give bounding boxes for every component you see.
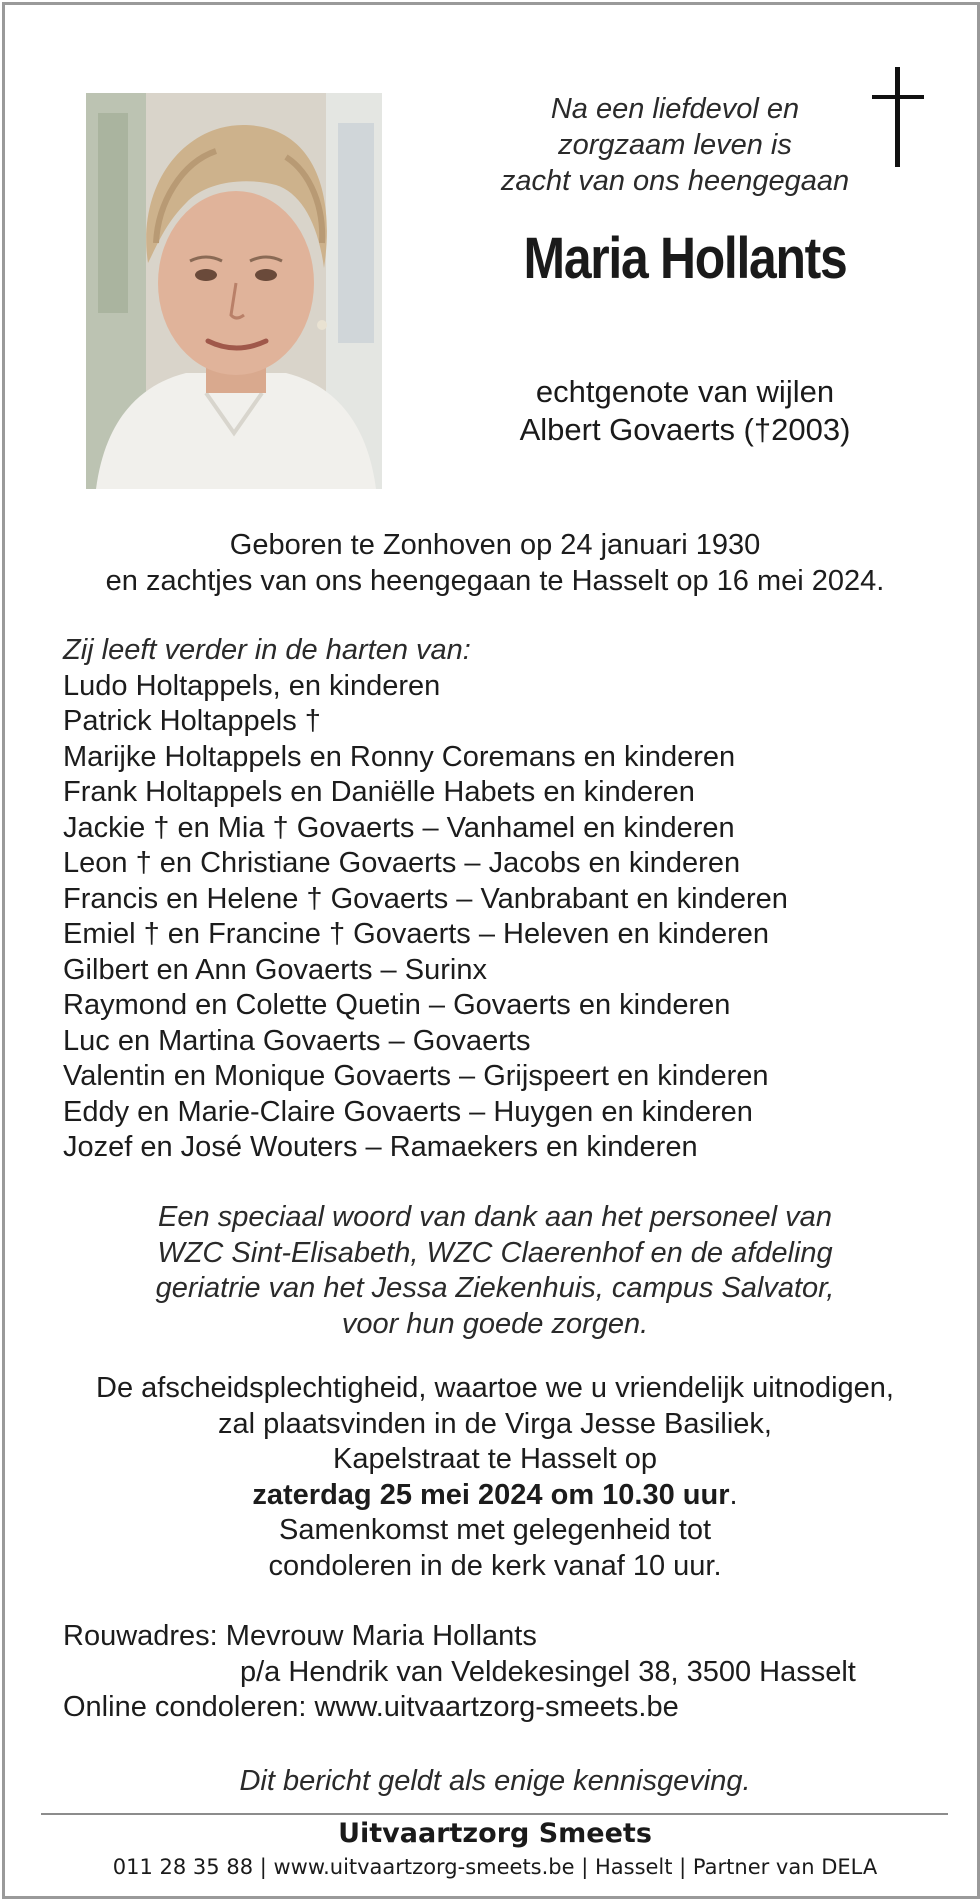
thanks-message (45, 1200, 945, 1342)
quote-line: zacht van ons heengegaan (500, 165, 850, 197)
spouse-line: echtgenote van wijlen (535, 374, 835, 409)
survivor-item: Marijke Holtappels en Ronny Coremans en kinderen (63, 740, 736, 773)
thanks-line: geriatrie van het Jessa Ziekenhuis, campus Salvator, (155, 1272, 835, 1304)
survivor-item: Leon † en Christiane Govaerts – Jacobs en kinderen (63, 847, 741, 879)
survivor-item: Jackie † en Mia † Govaerts – Vanhamel en kinderen (63, 811, 735, 844)
survivor-item: Valentin en Monique Govaerts – Grijspeert en kinderen (63, 1060, 769, 1092)
ceremony-line: Kapelstraat te Hasselt op (332, 1443, 657, 1475)
ceremony-date-suffix: . (729, 1478, 738, 1511)
birth-line: Geboren te Zonhoven op 24 januari 1930 (229, 529, 761, 561)
birth-death-info (35, 527, 955, 599)
thanks-line: Een speciaal woord van dank aan het personeel van (158, 1201, 832, 1233)
funeral-company-name: Uitvaartzorg Smeets (338, 1818, 652, 1849)
address-block (63, 1619, 943, 1726)
death-line: en zachtjes van ons heengegaan te Hasselt op 16 mei 2024. (105, 565, 885, 597)
survivor-item: Ludo Holtappels, en kinderen (63, 669, 441, 702)
survivors-list (63, 633, 943, 1166)
notice-text: Dit bericht geldt als enige kennisgeving. (239, 1765, 751, 1797)
spouse-info (435, 373, 935, 449)
thanks-line: WZC Sint-Elisabeth, WZC Claerenhof en de afdeling (157, 1236, 833, 1269)
ceremony-line: zal plaatsvinden in de Virga Jesse Basiliek, (217, 1407, 772, 1440)
survivor-item: Raymond en Colette Quetin – Govaerts en kinderen (63, 989, 731, 1021)
ceremony-line: Samenkomst met gelegenheid tot (278, 1514, 712, 1546)
quote-line: zorgzaam leven is (558, 129, 792, 161)
obituary-card (2, 2, 980, 1899)
ceremony-line: De afscheidsplechtigheid, waartoe we u vriendelijk uitnodigen, (96, 1372, 894, 1404)
ceremony-date-line (45, 1478, 945, 1514)
survivor-item: Eddy en Marie-Claire Govaerts – Huygen en kinderen (63, 1095, 753, 1128)
thanks-line: voor hun goede zorgen. (341, 1307, 649, 1340)
survivor-item: Jozef en José Wouters – Ramaekers en kinderen (63, 1131, 698, 1163)
survivor-item: Luc en Martina Govaerts – Govaerts (63, 1024, 531, 1057)
opening-quote (475, 91, 875, 199)
survivor-item: Emiel † en Francine † Govaerts – Heleven en kinderen (63, 918, 770, 950)
footer-divider (41, 1813, 948, 1815)
footer-contact: 011 28 35 88 | www.uitvaartzorg-smeets.be | Hasselt | Partner van DELA (112, 1855, 878, 1879)
survivor-item: Gilbert en Ann Govaerts – Surinx (63, 953, 487, 986)
spouse-line: Albert Govaerts (†2003) (519, 412, 851, 447)
mourning-address: Rouwadres: Mevrouw Maria Hollants (63, 1620, 537, 1652)
portrait-photo (86, 93, 382, 489)
ceremony-line: condoleren in de kerk vanaf 10 uur. (268, 1549, 722, 1582)
deceased-name: Maria Hollants (523, 226, 847, 291)
survivors-intro: Zij leeft verder in de harten van: (63, 634, 471, 666)
survivor-item: Frank Holtappels en Daniëlle Habets en kinderen (63, 776, 695, 808)
survivor-item: Francis en Helene † Govaerts – Vanbrabant en kinderen (63, 882, 788, 915)
survivor-item: Patrick Holtappels † (63, 705, 321, 737)
ceremony-date: zaterdag 25 mei 2024 om 10.30 uur (252, 1478, 730, 1511)
mourning-street: p/a Hendrik van Veldekesingel 38, 3500 Hasselt (240, 1655, 856, 1688)
cross-icon (869, 67, 929, 167)
ceremony-info (45, 1371, 945, 1584)
online-condolence-link[interactable]: Online condoleren: www.uitvaartzorg-smeets.be (63, 1691, 679, 1723)
quote-line: Na een liefdevol en (550, 93, 800, 125)
